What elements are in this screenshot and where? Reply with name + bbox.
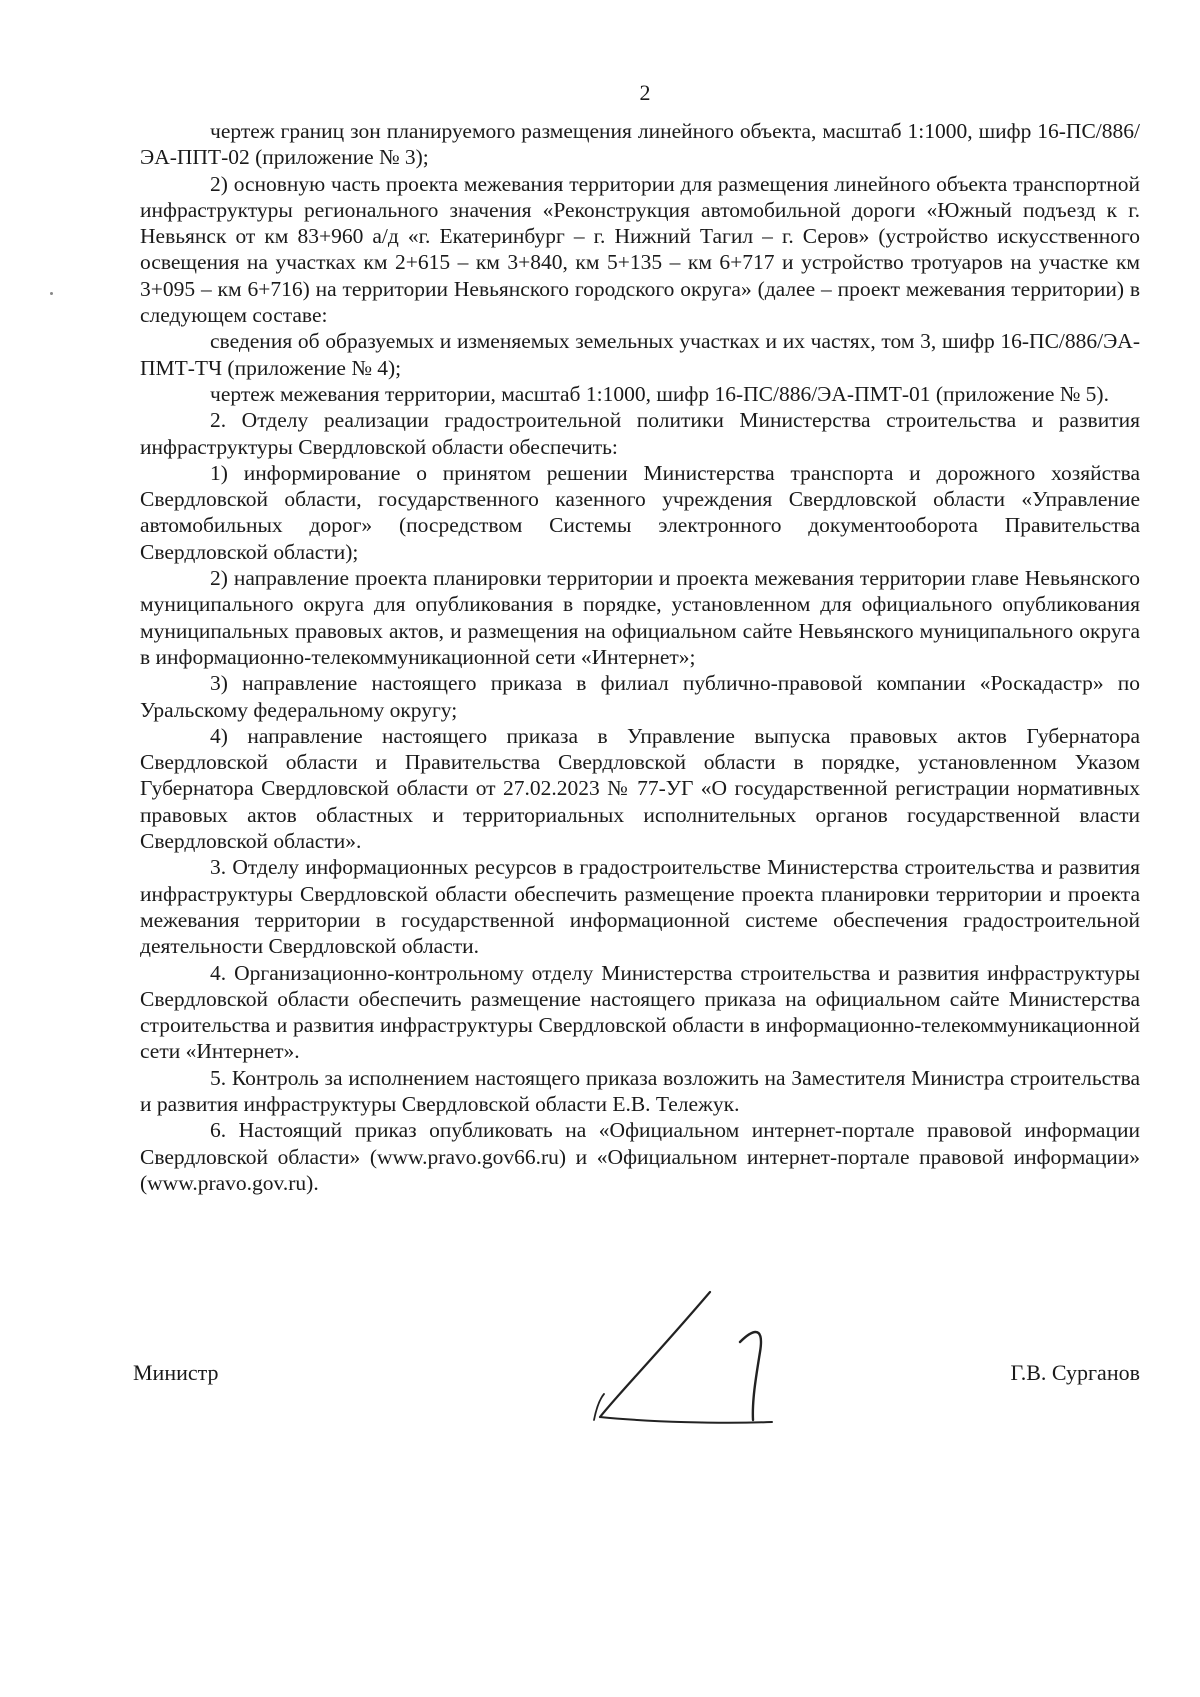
signatory-title: Министр xyxy=(133,1360,219,1385)
signatory-name: Г.В. Сурганов xyxy=(1010,1360,1140,1385)
paragraph-8: 3) направление настоящего приказа в филиал публично-правовой компании «Роскадастр» по Уральскому федеральному округу; xyxy=(140,671,1140,722)
scan-speck xyxy=(50,292,53,295)
paragraph-3: сведения об образуемых и изменяемых земельных участках и их частях, том 3, шифр 16-ПС/886/ЭА-ПМТ-ТЧ (приложение № 4); xyxy=(140,329,1140,380)
paragraph-11: 4. Организационно-контрольному отделу Министерства строительства и развития инфраструктуры Свердловской области обеспечить размещение настоящего приказа на официальном сайте Министерства строительства и развития инфраструктуры Свердловской области в информационно-телекоммуникационной сети «Интернет». xyxy=(140,960,1140,1064)
paragraph-7: 2) направление проекта планировки территории и проекта межевания территории главе Невьянского муниципального округа для опубликования в порядке, установленном для официального опубликования муниципальных правовых актов, и размещения на официальном сайте Невьянского муниципального округа в информационно-телекоммуникационной сети «Интернет»; xyxy=(140,566,1140,669)
paragraph-6: 1) информирование о принятом решении Министерства транспорта и дорожного хозяйства Свердловской области, государственного казенного учреждения Свердловской области «Управление автомобильных дорог» (посредством Системы электронного документооборота Правительства Свердловской области); xyxy=(140,460,1140,564)
paragraph-10: 3. Отделу информационных ресурсов в градостроительстве Министерства строительства и развития инфраструктуры Свердловской области обеспечить размещение проекта планировки территории и проекта межевания территории в государственной информационной системе обеспечения градостроительной деятельности Свердловской области. xyxy=(140,855,1140,959)
paragraph-9: 4) направление настоящего приказа в Управление выпуска правовых актов Губернатора Свердловской области и Правительства Свердловской области в порядке, установленном Указом Губернатора Свердловской области от 27.02.2023 № 77-УГ «О государственной регистрации нормативных правовых актов областных и территориальных исполнительных органов государственной власти Свердловской области». xyxy=(140,723,1140,854)
paragraph-5: 2. Отделу реализации градостроительной политики Министерства строительства и развития инфраструктуры Свердловской области обеспечить: xyxy=(140,408,1140,459)
paragraph-4: чертеж межевания территории, масштаб 1:1000, шифр 16-ПС/886/ЭА-ПМТ-01 (приложение № 5). xyxy=(210,381,1109,406)
paragraph-1: чертеж границ зон планируемого размещения линейного объекта, масштаб 1:1000, шифр 16-ПС/886/ЭА-ППТ-02 (приложение № 3); xyxy=(140,119,1140,170)
paragraph-13: 6. Настоящий приказ опубликовать на «Официальном интернет-портале правовой информации Свердловской области» (www.pravo.gov66.ru) и «Официальном интернет-портале правовой информации» (www.pravo.gov.ru). xyxy=(140,1118,1140,1195)
signature-row xyxy=(133,1360,1140,1420)
paragraph-12: 5. Контроль за исполнением настоящего приказа возложить на Заместителя Министра строительства и развития инфраструктуры Свердловской области Е.В. Тележук. xyxy=(140,1065,1140,1116)
paragraph-2: 2) основную часть проекта межевания территории для размещения линейного объекта транспортной инфраструктуры регионального значения «Реконструкция автомобильной дороги «Южный подъезд к г. Невьянск от км 83+960 а/д «г. Екатеринбург – г. Нижний Тагил – г. Серов» (устройство искусственного освещения на участках км 2+615 – км 3+840, км 5+135 – км 6+717 и устройство тротуаров на участке км 3+095 – км 6+716) на территории Невьянского городского округа» (далее – проект межевания территории) в следующем составе: xyxy=(140,171,1140,328)
page-number: 2 xyxy=(639,80,651,105)
